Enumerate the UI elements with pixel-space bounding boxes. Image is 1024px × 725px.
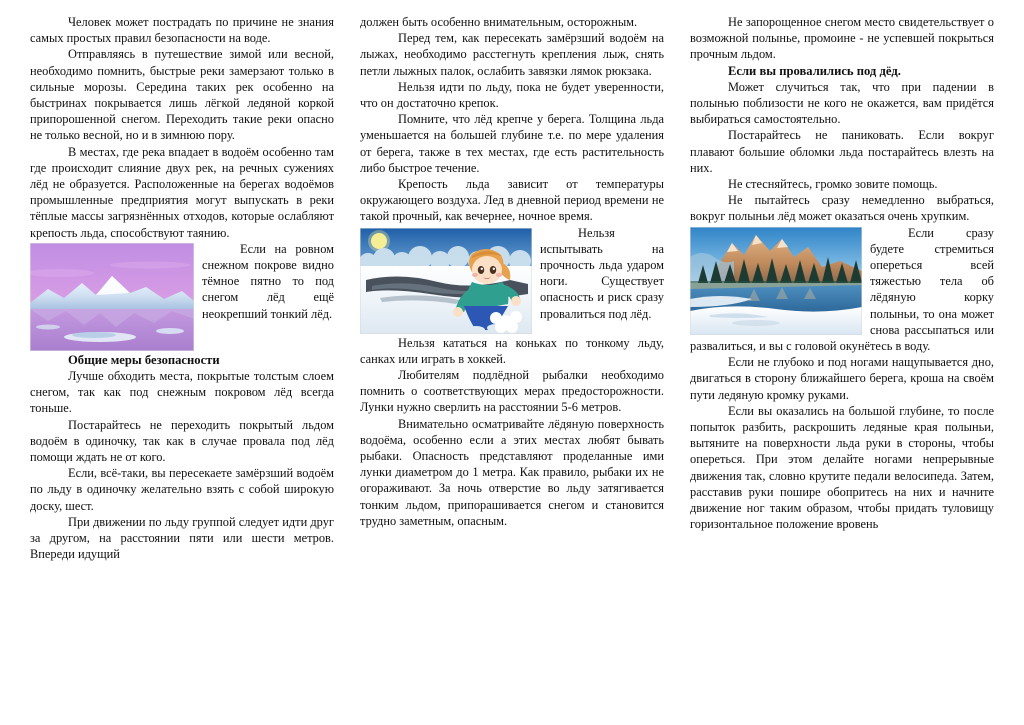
paragraph: Если на ровном снежном покрове видно тёмное пятно то под снегом лёд ещё неокрепший тонкий лёд.: [202, 241, 334, 321]
paragraph: Постарайтесь не паниковать. Если вокруг плавают большие обломки льда постарайтесь влезть на них.: [690, 128, 994, 175]
paragraph: Помните, что лёд крепче у берега. Толщина льда уменьшается на большей глубине т.е. по мере удаления от берега, также в тех местах, где есть растительность либо быстрое течение.: [360, 112, 664, 175]
paragraph: Человек может пострадать по причине не знания самых простых правил безопасности на воде.: [30, 15, 334, 46]
paragraph: Отправляясь в путешествие зимой или весной, необходимо помнить, быстрые реки замерзают только в сильные морозы. Середина таких рек особенно на быстринах покрывается лишь лёгкой ледяной коркой припорошенной снегом. Переходить такие реки опасно не только весной, но и в зимнюю пору.: [30, 47, 334, 143]
winter-mountain-river-photo: [690, 227, 862, 335]
paragraph: В местах, где река впадает в водоём особенно там где происходит слияние двух рек, на речных сужениях лёд не образуется. Расположенные на берегах водоёмов промышленные предприятия могут выпускать в реки тёплые массы загрязнённых отходов, которые ослабляют крепость льда, способствуют таянию.: [30, 144, 334, 240]
paragraph: Если сразу будете стремиться опереться всей тяжестью тела об лёдяную корку полыньи, то она может снова рассыпаться или развалиться, и вы с головой окунётесь в воду.: [690, 225, 994, 354]
paragraph: Не стесняйтесь, громко зовите помощь.: [728, 177, 938, 192]
paragraph: Не пытайтесь сразу немедленно выбраться, вокруг полыньи лёд может оказаться очень хрупким.: [690, 193, 994, 224]
paragraph: Внимательно осматривайте лёдяную поверхность водоёма, особенно если а этих местах любят бывать рыбаки. Опасность представляют проделанные ими лунки диаметром до 1 метра. Как правило, рыбаки их не огораживают. За ночь отверстие во льду затягивается тонким льдом, припорашивается снегом и становится трудно заметным, опасным.: [360, 416, 664, 528]
paragraph: Если не глубоко и под ногами нащупывается дно, двигаться в сторону ближайшего берега, кроша на своём пути ледяную кромку руками.: [690, 355, 994, 402]
paragraph: Постарайтесь не переходить покрытый льдом водоём в одиночку, так как в случае провала под лёд помощи ждать не от кого.: [30, 417, 334, 465]
paragraph: Крепость льда зависит от температуры окружающего воздуха. Лед в дневной период времени не такой прочный, как вечернее, ночное время.: [360, 177, 664, 224]
text-column-1: [30, 14, 334, 562]
cartoon-girl-on-cracked-ice-illustration: [360, 228, 532, 334]
paragraph: Не запорощенное снегом место свидетельствует о возможной полынье, промоине - не успевшей покрыться прочным льдом.: [690, 15, 994, 62]
paragraph: Перед тем, как пересекать замёрзший водоём на лыжах, необходимо расстегнуть крепления лыж, снять петли лыжных палок, ослабить завязки лямок рюкзака.: [360, 31, 664, 78]
paragraph: Может случиться так, что при падении в полынью поблизости не кого не окажется, вам придётся выбираться самостоятельно.: [690, 79, 994, 127]
paragraph: Нельзя кататься на коньках по тонкому льду, санках или играть в хоккей.: [360, 335, 664, 366]
section-heading-general-safety: Общие меры безопасности: [68, 352, 220, 367]
text-column-3: [690, 14, 994, 533]
paragraph: Если, всё-таки, вы пересекаете замёрзший водоём по льду в одиночку желательно взять с собой широкую доску, шест.: [30, 466, 334, 513]
paragraph: должен быть особенно внимательным, осторожным.: [360, 15, 638, 29]
text-column-2: [360, 14, 664, 529]
paragraph: Нельзя идти по льду, пока не будет уверенности, что он достаточно крепок.: [360, 79, 664, 111]
three-column-layout: [30, 14, 994, 714]
paragraph: Если вы оказались на большой глубине, то после попыток разбить, раскрошить ледяные края полыньи, вытяните на поверхности льда руки в стороны, чтобы опереться. При этом делайте ногами непрерывные движения так, словно крутите педали велосипеда. Затем, расставив руки пошире обопритесь на них и начните движение ног таким образом, чтобы придать туловищу горизонтальное положение вровень: [690, 403, 994, 532]
arctic-icebergs-purple-photo: [30, 243, 194, 351]
paragraph: При движении по льду группой следует идти друг за другом, на расстоянии пяти или шести метров. Впереди идущий: [30, 514, 334, 562]
paragraph: Лучше обходить места, покрытые толстым слоем снегом, так как под снежным покровом лёд всегда тоньше.: [30, 369, 334, 416]
paragraph: Любителям подлёдной рыбалки необходимо помнить о соответствующих мерах предосторожности. Лунки нужно сверлить на расстоянии 5-6 метров.: [360, 368, 664, 415]
paragraph: Нельзя испытывать на прочность льда ударом ноги. Существует опасность и риск сразу провалиться под лёд.: [540, 225, 664, 321]
section-heading-if-you-fell-through-ice: Если вы провалились под дёд.: [728, 63, 901, 78]
